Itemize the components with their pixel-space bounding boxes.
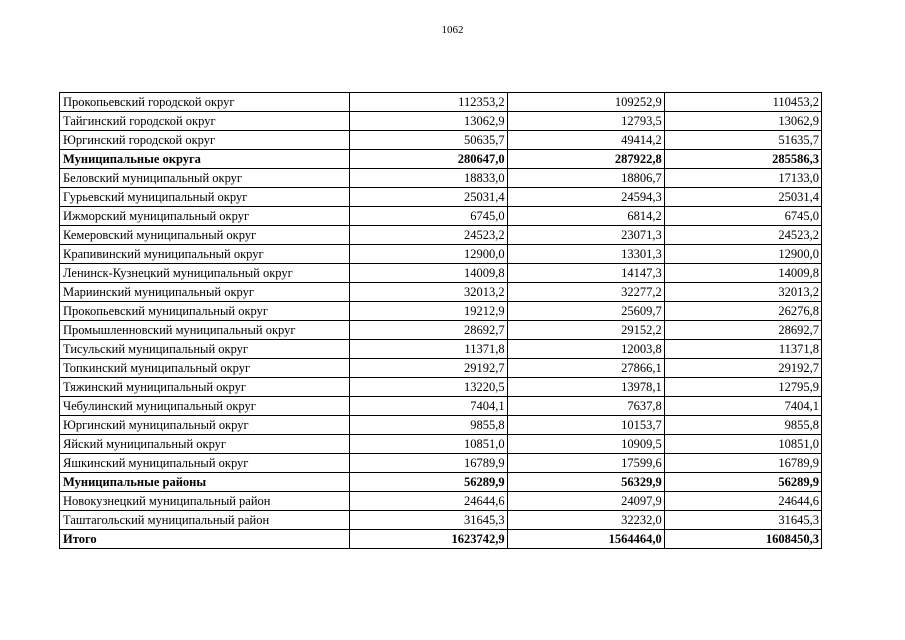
cell-name: Муниципальные районы — [60, 473, 350, 492]
cell-value-2: 1564464,0 — [507, 530, 664, 549]
table-row — [60, 435, 822, 454]
cell-value-3: 24523,2 — [664, 226, 821, 245]
table-row — [60, 207, 822, 226]
table-row — [60, 416, 822, 435]
cell-value-1: 11371,8 — [350, 340, 507, 359]
cell-value-1: 13220,5 — [350, 378, 507, 397]
cell-name: Ленинск-Кузнецкий муниципальный округ — [60, 264, 350, 283]
cell-value-1: 19212,9 — [350, 302, 507, 321]
cell-name: Кемеровский муниципальный округ — [60, 226, 350, 245]
cell-value-3: 110453,2 — [664, 93, 821, 112]
cell-name: Муниципальные округа — [60, 150, 350, 169]
cell-value-2: 25609,7 — [507, 302, 664, 321]
cell-name: Прокопьевский муниципальный округ — [60, 302, 350, 321]
cell-value-2: 24097,9 — [507, 492, 664, 511]
cell-value-2: 27866,1 — [507, 359, 664, 378]
cell-name: Топкинский муниципальный округ — [60, 359, 350, 378]
cell-name: Новокузнецкий муниципальный район — [60, 492, 350, 511]
cell-value-3: 13062,9 — [664, 112, 821, 131]
cell-value-1: 1623742,9 — [350, 530, 507, 549]
cell-value-2: 12793,5 — [507, 112, 664, 131]
cell-value-3: 12795,9 — [664, 378, 821, 397]
cell-value-3: 56289,9 — [664, 473, 821, 492]
cell-value-3: 25031,4 — [664, 188, 821, 207]
cell-name: Ижморский муниципальный округ — [60, 207, 350, 226]
cell-value-2: 49414,2 — [507, 131, 664, 150]
cell-value-1: 29192,7 — [350, 359, 507, 378]
cell-value-1: 24523,2 — [350, 226, 507, 245]
table-row — [60, 283, 822, 302]
cell-value-2: 23071,3 — [507, 226, 664, 245]
cell-value-3: 29192,7 — [664, 359, 821, 378]
cell-value-3: 1608450,3 — [664, 530, 821, 549]
cell-value-1: 16789,9 — [350, 454, 507, 473]
cell-name: Беловский муниципальный округ — [60, 169, 350, 188]
table-row — [60, 397, 822, 416]
cell-value-2: 14147,3 — [507, 264, 664, 283]
cell-value-3: 10851,0 — [664, 435, 821, 454]
cell-value-3: 24644,6 — [664, 492, 821, 511]
table-row-subtotal — [60, 530, 822, 549]
cell-value-1: 31645,3 — [350, 511, 507, 530]
cell-value-2: 10153,7 — [507, 416, 664, 435]
table-row — [60, 492, 822, 511]
cell-value-3: 285586,3 — [664, 150, 821, 169]
table-row — [60, 321, 822, 340]
cell-value-1: 9855,8 — [350, 416, 507, 435]
cell-name: Промышленновский муниципальный округ — [60, 321, 350, 340]
cell-name: Яшкинский муниципальный округ — [60, 454, 350, 473]
cell-name: Крапивинский муниципальный округ — [60, 245, 350, 264]
table-row — [60, 264, 822, 283]
cell-value-1: 18833,0 — [350, 169, 507, 188]
table-row — [60, 378, 822, 397]
cell-value-2: 24594,3 — [507, 188, 664, 207]
table-row — [60, 93, 822, 112]
table-row — [60, 511, 822, 530]
cell-name: Тисульский муниципальный округ — [60, 340, 350, 359]
cell-value-1: 24644,6 — [350, 492, 507, 511]
cell-value-2: 6814,2 — [507, 207, 664, 226]
cell-value-1: 56289,9 — [350, 473, 507, 492]
cell-name: Мариинский муниципальный округ — [60, 283, 350, 302]
cell-name: Тайгинский городской округ — [60, 112, 350, 131]
cell-value-1: 280647,0 — [350, 150, 507, 169]
table-row — [60, 340, 822, 359]
cell-name: Юргинский городской округ — [60, 131, 350, 150]
table-row-subtotal — [60, 150, 822, 169]
cell-value-2: 13301,3 — [507, 245, 664, 264]
table-row — [60, 169, 822, 188]
table-body — [60, 93, 822, 549]
cell-value-2: 56329,9 — [507, 473, 664, 492]
cell-value-2: 29152,2 — [507, 321, 664, 340]
cell-name: Тяжинский муниципальный округ — [60, 378, 350, 397]
page-number: 1062 — [441, 24, 464, 36]
cell-value-2: 32277,2 — [507, 283, 664, 302]
table-row — [60, 302, 822, 321]
budget-table — [59, 92, 822, 549]
cell-value-2: 18806,7 — [507, 169, 664, 188]
cell-value-1: 32013,2 — [350, 283, 507, 302]
cell-name: Таштагольский муниципальный район — [60, 511, 350, 530]
cell-value-1: 7404,1 — [350, 397, 507, 416]
cell-name: Итого — [60, 530, 350, 549]
cell-name: Юргинский муниципальный округ — [60, 416, 350, 435]
cell-value-1: 14009,8 — [350, 264, 507, 283]
table-row — [60, 188, 822, 207]
cell-value-1: 50635,7 — [350, 131, 507, 150]
cell-value-2: 32232,0 — [507, 511, 664, 530]
table-row — [60, 245, 822, 264]
cell-value-1: 10851,0 — [350, 435, 507, 454]
cell-value-1: 6745,0 — [350, 207, 507, 226]
cell-value-3: 14009,8 — [664, 264, 821, 283]
cell-value-2: 10909,5 — [507, 435, 664, 454]
cell-value-3: 26276,8 — [664, 302, 821, 321]
cell-value-3: 6745,0 — [664, 207, 821, 226]
cell-name: Яйский муниципальный округ — [60, 435, 350, 454]
cell-name: Гурьевский муниципальный округ — [60, 188, 350, 207]
cell-value-2: 13978,1 — [507, 378, 664, 397]
cell-value-3: 32013,2 — [664, 283, 821, 302]
cell-value-3: 7404,1 — [664, 397, 821, 416]
cell-value-2: 12003,8 — [507, 340, 664, 359]
table-row-subtotal — [60, 473, 822, 492]
cell-value-3: 11371,8 — [664, 340, 821, 359]
table-row — [60, 226, 822, 245]
cell-value-1: 13062,9 — [350, 112, 507, 131]
table-row — [60, 454, 822, 473]
table-row — [60, 112, 822, 131]
cell-value-2: 287922,8 — [507, 150, 664, 169]
cell-value-2: 17599,6 — [507, 454, 664, 473]
cell-value-2: 109252,9 — [507, 93, 664, 112]
cell-value-1: 28692,7 — [350, 321, 507, 340]
cell-value-3: 9855,8 — [664, 416, 821, 435]
cell-value-3: 28692,7 — [664, 321, 821, 340]
table-row — [60, 359, 822, 378]
cell-value-1: 25031,4 — [350, 188, 507, 207]
cell-value-3: 12900,0 — [664, 245, 821, 264]
cell-value-3: 16789,9 — [664, 454, 821, 473]
cell-value-1: 12900,0 — [350, 245, 507, 264]
cell-value-2: 7637,8 — [507, 397, 664, 416]
table-row — [60, 131, 822, 150]
cell-value-3: 51635,7 — [664, 131, 821, 150]
cell-value-3: 31645,3 — [664, 511, 821, 530]
cell-value-3: 17133,0 — [664, 169, 821, 188]
cell-name: Прокопьевский городской округ — [60, 93, 350, 112]
cell-name: Чебулинский муниципальный округ — [60, 397, 350, 416]
cell-value-1: 112353,2 — [350, 93, 507, 112]
